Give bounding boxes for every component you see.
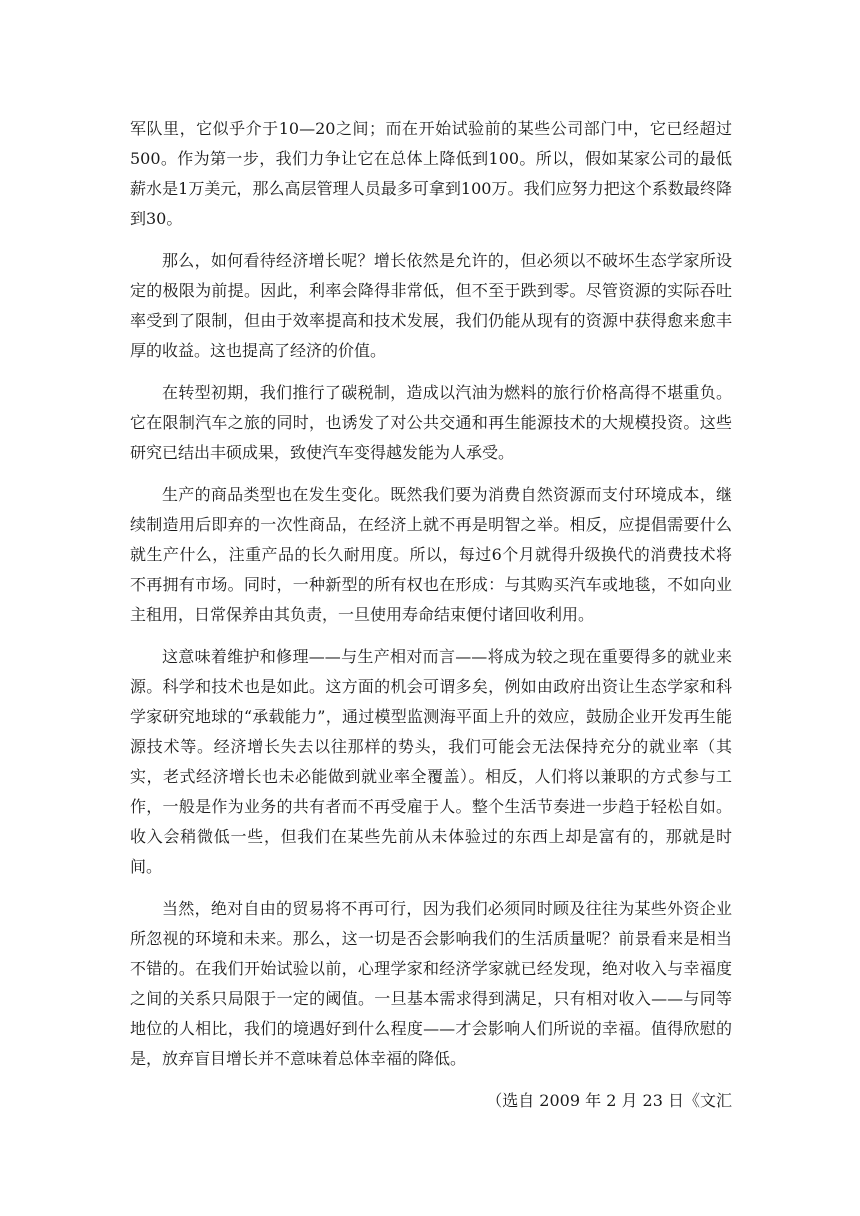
paragraph-3: 在转型初期，我们推行了碳税制，造成以汽油为燃料的旅行价格高得不堪重负。它在限制汽车之旅的同时，也诱发了对公共交通和再生能源技术的大规模投资。这些研究已结出丰硕成果，致使汽车变得越发能为人承受。	[130, 383, 732, 462]
source-citation: （选自 2009 年 2 月 23 日《文汇	[486, 1091, 732, 1110]
paragraph-2: 那么，如何看待经济增长呢？增长依然是允许的，但必须以不破坏生态学家所设定的极限为前提。因此，利率会降得非常低，但不至于跌到零。尽管资源的实际吞吐率受到了限制，但由于效率提高和技术发展，我们仍能从现有的资源中获得愈来愈丰厚的收益。这也提高了经济的价值。	[130, 251, 732, 360]
paragraph-6: 当然，绝对自由的贸易将不再可行，因为我们必须同时顾及往往为某些外资企业所忽视的环境和未来。那么，这一切是否会影响我们的生活质量呢？前景看来是相当不错的。在我们开始试验以前，心理学家和经济学家就已经发现，绝对收入与幸福度之间的关系只局限于一定的阈值。一旦基本需求得到满足，只有相对收入——与同等地位的人相比，我们的境遇好到什么程度——才会影响人们所说的幸福。值得欣慰的是，放弃盲目增长并不意味着总体幸福的降低。	[130, 899, 732, 1068]
paragraph-5: 这意味着维护和修理——与生产相对而言——将成为较之现在重要得多的就业来源。科学和技术也是如此。这方面的机会可谓多矣，例如由政府出资让生态学家和科学家研究地球的“承载能力”，通过模型监测海平面上升的效应，鼓励企业开发再生能源技术等。经济增长失去以往那样的势头，我们可能会无法保持充分的就业率（其实，老式经济增长也未必能做到就业率全覆盖）。相反，人们将以兼职的方式参与工作，一般是作为业务的共有者而不再受雇于人。整个生活节奏进一步趋于轻松自如。收入会稍微低一些，但我们在某些先前从未体验过的东西上却是富有的，那就是时间。	[130, 647, 732, 876]
paragraph-4: 生产的商品类型也在发生变化。既然我们要为消费自然资源而支付环境成本，继续制造用后即弃的一次性商品，在经济上就不再是明智之举。相反，应提倡需要什么就生产什么，注重产品的长久耐用度。所以，每过6个月就得升级换代的消费技术将不再拥有市场。同时，一种新型的所有权也在形成：与其购买汽车或地毯，不如向业主租用，日常保养由其负责，一旦使用寿命结束便付诸回收利用。	[130, 485, 732, 624]
article-body	[130, 114, 732, 1116]
paragraph-1: 军队里，它似乎介于10—20之间；而在开始试验前的某些公司部门中，它已经超过500。作为第一步，我们力争让它在总体上降低到100。所以，假如某家公司的最低薪水是1万美元，那么高层管理人员最多可拿到100万。我们应努力把这个系数最终降到30。	[130, 119, 732, 228]
